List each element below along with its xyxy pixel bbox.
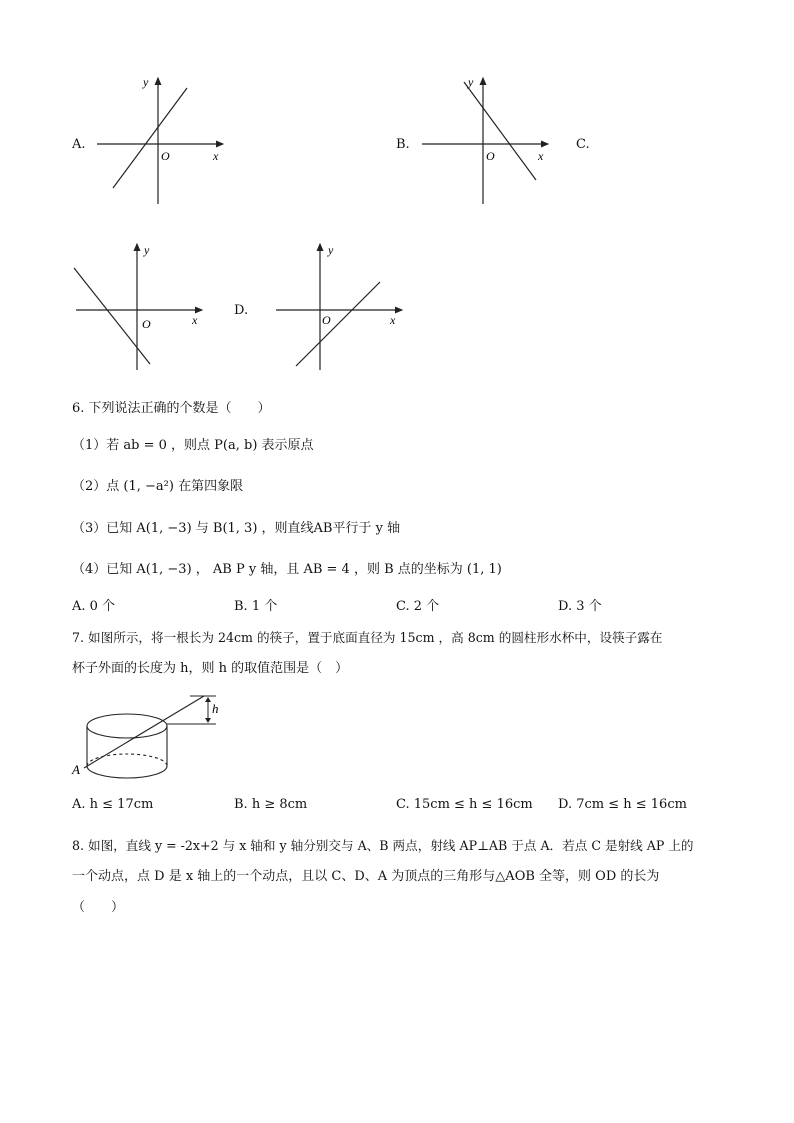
q6-statement-2: （2）点 (1, −a²) 在第四象限	[72, 479, 244, 494]
graph-line	[296, 282, 380, 366]
point-a-label: A	[72, 762, 80, 777]
q7-choice-c: C. 15cm ≤ h ≤ 16cm	[396, 797, 533, 812]
graph-option-a	[95, 72, 235, 208]
option-a-label: A.	[72, 137, 86, 152]
q7-choice-b: B. h ≥ 8cm	[234, 797, 308, 812]
q6-statement-3: （3）已知 A(1, −3) 与 B(1, 3) ，则直线AB平行于 y 轴	[72, 521, 401, 536]
q6-choice-c: C. 2 个	[396, 599, 440, 614]
graph-option-d	[272, 240, 412, 374]
dimension-arrow-up	[205, 697, 211, 702]
q6-statement-1: （1）若 ab = 0 ，则点 P(a, b) 表示原点	[72, 438, 314, 453]
q8-line-2: 一个动点，点 D 是 x 轴上的一个动点，且以 C、D、A 为顶点的三角形与△AOB 全等，则 OD 的长为	[72, 869, 660, 884]
cup-chopstick-figure	[70, 688, 230, 784]
graph-line	[113, 88, 187, 188]
q6-choice-b: B. 1 个	[234, 599, 278, 614]
q7-line-2: 杯子外面的长度为 h，则 h 的取值范围是（ ）	[72, 661, 349, 676]
dimension-arrow-down	[205, 718, 211, 723]
option-d-label: D.	[234, 303, 249, 318]
option-c-label: C.	[576, 137, 590, 152]
cup-bottom-front	[87, 766, 167, 778]
x-axis-label: x	[390, 313, 396, 327]
y-axis-label: y	[328, 243, 334, 257]
graph-line	[464, 82, 536, 180]
origin-label: O	[322, 313, 331, 327]
graph-line	[74, 268, 150, 364]
y-axis-label: y	[143, 75, 149, 89]
q6-choice-a: A. 0 个	[72, 599, 116, 614]
y-axis-label: y	[468, 75, 474, 89]
origin-label: O	[486, 149, 495, 163]
q6-choice-d: D. 3 个	[558, 599, 602, 614]
q8-line-1: 8. 如图，直线 y = -2x+2 与 x 轴和 y 轴分别交与 A、B 两点，射线 AP⊥AB 于点 A．若点 C 是射线 AP 上的	[72, 838, 694, 853]
q7-line-1: 7. 如图所示，将一根长为 24cm 的筷子，置于底面直径为 15cm ，高 8cm 的圆柱形水杯中，设筷子露在	[72, 630, 663, 645]
q6-stem: 6. 下列说法正确的个数是（ ）	[72, 401, 271, 416]
y-axis-label: y	[144, 243, 150, 257]
q7-choice-a: A. h ≤ 17cm	[72, 797, 154, 812]
option-b-label: B.	[396, 137, 410, 152]
q6-statement-4: （4）已知 A(1, −3) ， AB P y 轴，且 AB = 4 ，则 B 点的坐标为 (1, 1)	[72, 562, 502, 577]
origin-label: O	[161, 149, 170, 163]
q7-choice-d: D. 7cm ≤ h ≤ 16cm	[558, 797, 687, 812]
origin-label: O	[142, 317, 151, 331]
cup-bottom-back	[87, 754, 167, 766]
x-axis-label: x	[213, 149, 219, 163]
chopstick	[84, 696, 204, 768]
x-axis-label: x	[192, 313, 198, 327]
h-label: h	[212, 701, 219, 716]
x-axis-label: x	[538, 149, 544, 163]
graph-option-b	[420, 72, 560, 208]
q8-line-3: （ ）	[72, 900, 125, 915]
graph-option-c	[72, 240, 212, 374]
